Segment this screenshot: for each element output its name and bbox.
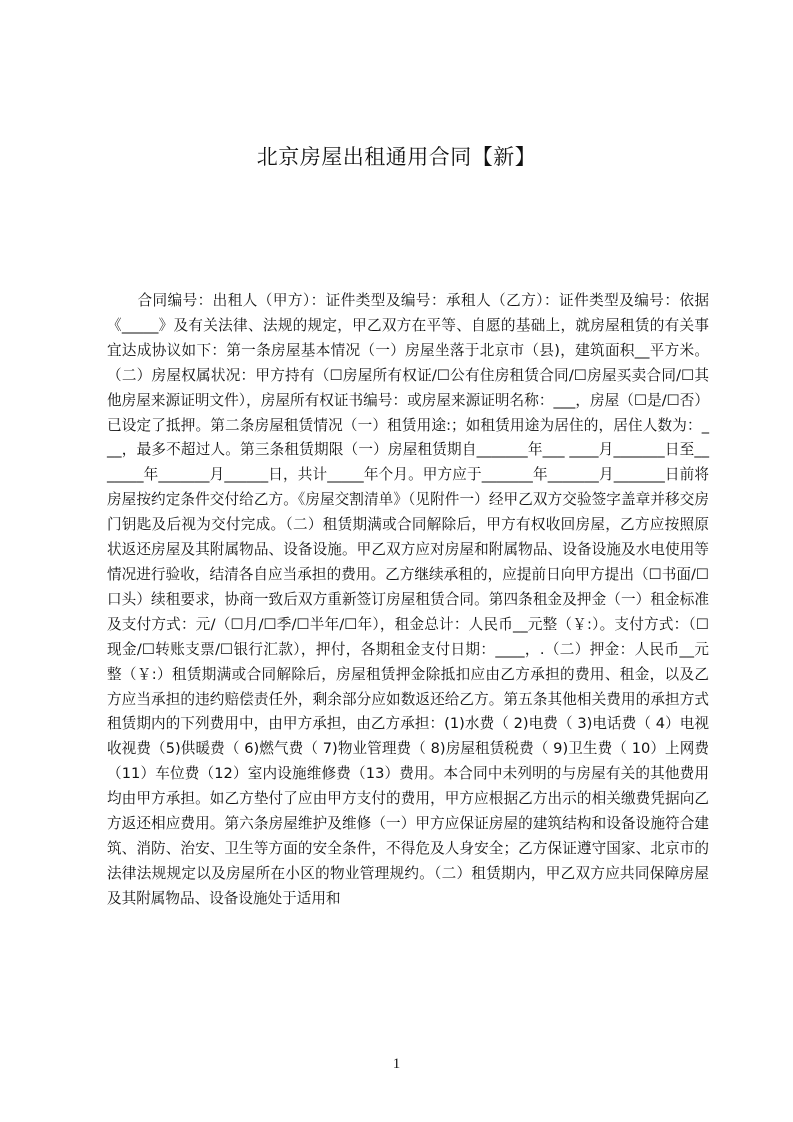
contract-body	[107, 289, 709, 912]
page-number: 1	[392, 1056, 401, 1072]
page-title: 北京房屋出租通用合同【新】	[256, 145, 537, 169]
contract-body-text: 合同编号：出租人（甲方）：证件类型及编号：承租人（乙方）：证件类型及编号：依据《_____》及有关法律、法规的规定，甲乙双方在平等、自愿的基础上，就房屋租赁的有关事宜达成协议如下：第一条房屋基本情况（一）房屋坐落于北京市（县)，建筑面积__平方米。（二）房屋权属状况：甲方持有（☐房屋所有权证/☐公有住房租赁合同/☐房屋买卖合同/☐其他房屋来源证明文件），房屋所有权证书编号：或房屋来源证明名称：___，房屋（☐是/☐否）已设定了抵押。第二条房屋租赁情况（一）租赁用途:；如租赁用途为居住的，居住人数为：___，最多不超过人。第三条租赁期限（一）房屋租赁期自_______年___ ____月_______日至_______年_______月______日，共计_____年个月。甲方应于_______年_______月_______日前将房屋按约定条件交付给乙方。《房屋交割清单》（见附件一）经甲乙双方交验签字盖章并移交房门钥匙及后视为交付完成。（二）租赁期满或合同解除后，甲方有权收回房屋，乙方应按照原状返还房屋及其附属物品、设备设施。甲乙双方应对房屋和附属物品、设备设施及水电使用等情况进行验收，结清各自应当承担的费用。乙方继续承租的，应提前日向甲方提出（☐书面/☐口头）续租要求，协商一致后双方重新签订房屋租赁合同。第四条租金及押金（一）租金标准及支付方式：元/（☐月/☐季/☐半年/☐年），租金总计：人民币__元整（￥:）。支付方式：（☐现金/☐转账支票/☐银行汇款），押付，各期租金支付日期：____，.（二）押金：人民币__元整（￥:）租赁期满或合同解除后，房屋租赁押金除抵扣应由乙方承担的费用、租金，以及乙方应当承担的违约赔偿责任外，剩余部分应如数返还给乙方。第五条其他相关费用的承担方式租赁期内的下列费用中，由甲方承担，由乙方承担：(1)水费（ 2)电费（ 3)电话费（ 4）电视收视费（5)供暖费（ 6)燃气费（ 7)物业管理费（ 8)房屋租赁税费（ 9)卫生费（ 10）上网费（11）车位费（12）室内设施维修费（13）费用。本合同中未列明的与房屋有关的其他费用均由甲方承担。如乙方垫付了应由甲方支付的费用，甲方应根据乙方出示的相关缴费凭据向乙方返还相应费用。第六条房屋维护及维修（一）甲方应保证房屋的建筑结构和设备设施符合建筑、消防、治安、卫生等方面的安全条件，不得危及人身安全；乙方保证遵守国家、北京市的法律法规规定以及房屋所在小区的物业管理规约。（二）租赁期内，甲乙双方应共同保障房屋及其附属物品、设备设施处于适用和	[107, 292, 709, 907]
